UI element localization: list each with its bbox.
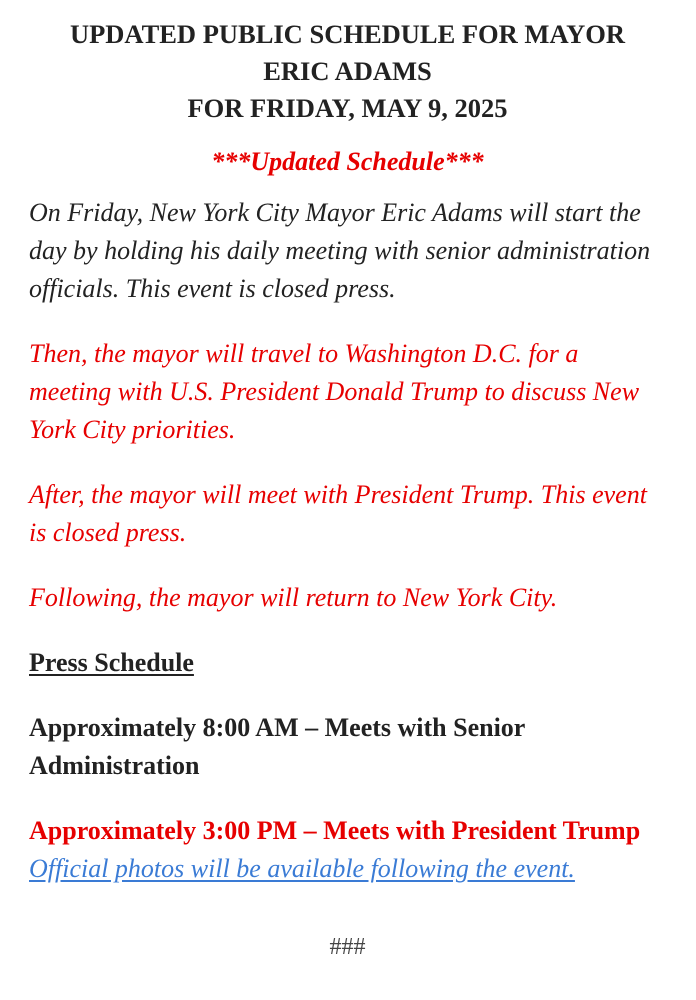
title-line-3: FOR FRIDAY, MAY 9, 2025 xyxy=(187,93,508,123)
end-of-release-mark: ### xyxy=(329,934,366,960)
paragraph-meet-president: After, the mayor will meet with President Trump. This event is closed press. xyxy=(29,480,647,547)
title-line-1: UPDATED PUBLIC SCHEDULE FOR MAYOR xyxy=(69,19,626,49)
page-title xyxy=(29,16,654,127)
official-photos-link[interactable]: Official photos will be available following the event. xyxy=(29,854,575,883)
paragraph-travel-washington: Then, the mayor will travel to Washington D.C. for a meeting with U.S. President Donald Trump to discuss New York City priorities. xyxy=(29,339,640,444)
press-schedule-heading: Press Schedule xyxy=(29,648,194,677)
paragraph-return-nyc: Following, the mayor will return to New York City. xyxy=(29,583,558,612)
paragraph-senior-meeting: On Friday, New York City Mayor Eric Adams will start the day by holding his daily meeting with senior administration officials. This event is closed press. xyxy=(29,198,651,303)
schedule-item-president-trump: Approximately 3:00 PM – Meets with President Trump xyxy=(29,816,641,845)
updated-schedule-banner: ***Updated Schedule*** xyxy=(211,147,484,176)
schedule-item-senior-administration: Approximately 8:00 AM – Meets with Senior Administration xyxy=(29,713,525,780)
title-line-2: ERIC ADAMS xyxy=(263,56,432,86)
